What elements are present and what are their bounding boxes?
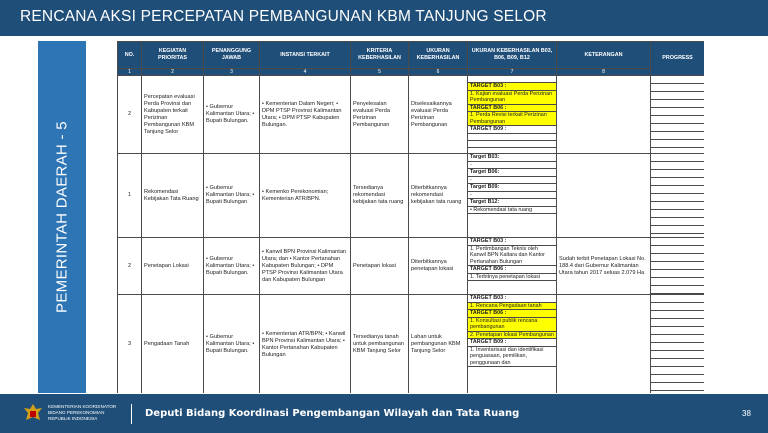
target-item: 1. Konsultasi publik rencana pembangunan	[468, 318, 556, 332]
progress-slot	[651, 202, 704, 210]
penanggung-jawab: • Gubernur Kalimantan Utara; • Bupati Bulungan	[204, 154, 260, 238]
target-item: 1. Rencana Pengadaan tanah	[468, 303, 556, 311]
garuda-logo-icon	[22, 402, 44, 426]
target-item: 2. Penetapan lokasi Pembangunan	[468, 332, 556, 340]
progress-slot	[651, 170, 704, 178]
target-list	[468, 154, 557, 238]
progress-slot	[651, 375, 704, 383]
kriteria-keberhasilan: Penetapan lokasi	[351, 238, 409, 295]
penanggung-jawab: • Gubernur Kalimantan Utara; • Bupati Bulungan.	[204, 295, 260, 394]
target-item	[468, 141, 556, 148]
target-item: Target B06:	[468, 169, 556, 177]
page-number: 38	[742, 409, 751, 418]
progress-slot	[651, 162, 704, 170]
keterangan	[557, 76, 651, 154]
kegiatan-prioritas: Pengadaan Tanah	[142, 295, 204, 394]
col-number: 2	[142, 69, 204, 76]
progress-slot	[651, 254, 704, 262]
progress-slot	[651, 278, 704, 286]
target-list	[468, 76, 557, 154]
col-number: 6	[409, 69, 468, 76]
target-item	[468, 76, 556, 83]
col-header: KRITERIA KEBERHASILAN	[351, 42, 409, 69]
title-bar	[0, 0, 768, 36]
row-number: 3	[118, 295, 142, 394]
col-number: 7	[468, 69, 557, 76]
progress-slot	[651, 238, 704, 246]
progress-cell	[651, 154, 705, 238]
progress-slot	[651, 92, 704, 100]
progress-slot	[651, 210, 704, 218]
target-item: Target B12:	[468, 199, 556, 207]
target-item: -	[468, 162, 556, 170]
target-item: TARGET B06 :	[468, 310, 556, 318]
progress-slot	[651, 154, 704, 162]
target-item: 1. Perda Revisi terkait Perizinan Pembangunan	[468, 112, 556, 126]
col-number: 3	[204, 69, 260, 76]
target-item: Target B03:	[468, 154, 556, 162]
progress-slot	[651, 262, 704, 270]
target-item	[468, 134, 556, 141]
progress-slot	[651, 186, 704, 194]
progress-slot	[651, 218, 704, 226]
footer-bar	[0, 394, 768, 433]
col-number: 5	[351, 69, 409, 76]
progress-slot	[651, 270, 704, 278]
instansi-terkait: • Kemenko Perekonomian; Kementerian ATR/BPN.	[260, 154, 351, 238]
side-band	[38, 41, 86, 393]
target-item: Target B09:	[468, 184, 556, 192]
table-row	[118, 238, 705, 295]
progress-slot	[651, 226, 704, 234]
instansi-terkait: • Kementerian Dalam Negeri; • DPM PTSP Provinsi Kalimantan Utara; • DPM PTSP Kabupaten Bulungan.	[260, 76, 351, 154]
action-plan-table-wrap	[117, 41, 704, 393]
progress-slot	[651, 303, 704, 311]
progress-slot	[651, 178, 704, 186]
table-row	[118, 76, 705, 154]
progress-cell	[651, 295, 705, 394]
progress-slot	[651, 108, 704, 116]
target-item: 1. Inventarisasi dan identifikasi penguasaan, pemilikan, penggunaan dan	[468, 347, 556, 368]
progress-slot	[651, 116, 704, 124]
col-header: KETERANGAN	[557, 42, 651, 69]
progress-slot	[651, 351, 704, 359]
ukuran-keberhasilan: Diterbitkannya penetapan lokasi	[409, 238, 468, 295]
table-row	[118, 295, 705, 394]
header-row	[118, 42, 705, 69]
target-item: TARGET B09 :	[468, 339, 556, 347]
progress-slot	[651, 295, 704, 303]
row-number: 1	[118, 154, 142, 238]
col-header-progress: PROGRESS	[651, 42, 705, 76]
progress-slot	[651, 132, 704, 140]
penanggung-jawab: • Gubernur Kalimantan Utara; • Bupati Bulungan.	[204, 238, 260, 295]
target-item: TARGET B03 :	[468, 295, 556, 303]
progress-slot	[651, 100, 704, 108]
ukuran-keberhasilan: Diterbitkannya rekomendasi kebijakan tata ruang	[409, 154, 468, 238]
row-number: 2	[118, 76, 142, 154]
progress-slot	[651, 335, 704, 343]
table-body	[118, 76, 705, 394]
column-number-row	[118, 69, 705, 76]
progress-cell	[651, 238, 705, 295]
progress-cell	[651, 76, 705, 154]
progress-slot	[651, 140, 704, 148]
progress-slot	[651, 76, 704, 84]
organization-name: KEMENTERIAN KOORDINATOR BIDANG PEREKONOMIAN REPUBLIK INDONESIA	[48, 404, 117, 421]
progress-slot	[651, 124, 704, 132]
keterangan	[557, 295, 651, 394]
col-header: UKURAN KEBERHASILAN B03, B06, B09, B12	[468, 42, 557, 69]
target-list	[468, 295, 557, 394]
action-plan-table	[117, 41, 704, 393]
target-item: TARGET B09 :	[468, 126, 556, 134]
instansi-terkait: • Kanwil BPN Provinsi Kalimantan Utara; dan • Kantor Pertanahan Kabupaten Bulungan; • DPM PTSP Provinsi Kalimantan Utara dan Kabupaten Bulungan	[260, 238, 351, 295]
ukuran-keberhasilan: Diselesaikannya evaluasi Perda Perizinan Pembangunan	[409, 76, 468, 154]
footer-divider	[131, 404, 132, 424]
progress-slot	[651, 319, 704, 327]
table-row	[118, 154, 705, 238]
side-label: PEMERINTAH DAERAH - 5	[53, 121, 71, 313]
target-item: -	[468, 192, 556, 200]
progress-slot	[651, 383, 704, 391]
target-item: 1. Terbitnya penetapan lokasi	[468, 274, 556, 282]
progress-slot	[651, 311, 704, 319]
target-list	[468, 238, 557, 295]
kegiatan-prioritas: Penetapan Lokasi	[142, 238, 204, 295]
col-header: NO.	[118, 42, 142, 69]
penanggung-jawab: • Gubernur Kalimantan Utara; • Bupati Bulungan.	[204, 76, 260, 154]
kriteria-keberhasilan: Tersedianya rekomendasi kebijakan tata ruang	[351, 154, 409, 238]
target-item: TARGET B06 :	[468, 266, 556, 274]
target-item: 1. Kajian evaluasi Perda Perizinan Pembangunan	[468, 91, 556, 105]
col-number: 4	[260, 69, 351, 76]
ukuran-keberhasilan: Lahan untuk pembangunan KBM Tanjung Selor	[409, 295, 468, 394]
kegiatan-prioritas: Percepatan evaluasi Perda Provinsi dan Kabupaten terkait Perizinan Pembangunan KBM Tanjung Selor	[142, 76, 204, 154]
target-item: -	[468, 177, 556, 185]
kriteria-keberhasilan: Penyelesaian evaluasi Perda Perizinan Pembangunan	[351, 76, 409, 154]
kegiatan-prioritas: Rekomendasi Kebijakan Tata Ruang	[142, 154, 204, 238]
target-item: • Rekomendasi tata ruang	[468, 207, 556, 215]
instansi-terkait: • Kementerian ATR/BPN; • Kanwil BPN Provinsi Kalimantan Utara; • Kantor Pertanahan Kabupaten Bulungan	[260, 295, 351, 394]
progress-slot	[651, 327, 704, 335]
row-number: 2	[118, 238, 142, 295]
keterangan: Sudah terbit Penetapan Lokasi No. 188.4 dari Gubernur Kalimantan Utara tahun 2017 seluas 2.079 Ha	[557, 238, 651, 295]
footer-text: Deputi Bidang Koordinasi Pengembangan Wilayah dan Tata Ruang	[145, 408, 520, 419]
kriteria-keberhasilan: Tersedianya tanah untuk pembangunan KBM Tanjung Selor	[351, 295, 409, 394]
progress-slot	[651, 84, 704, 92]
col-header: KEGIATAN PRIORITAS	[142, 42, 204, 69]
target-item: 1. Pertimbangan Teknis oleh Kanwil BPN Kaltara dan Kantor Pertanahan Bulungan	[468, 246, 556, 267]
col-header: UKURAN KEBERHASILAN	[409, 42, 468, 69]
slide-title: RENCANA AKSI PERCEPATAN PEMBANGUNAN KBM TANJUNG SELOR	[20, 8, 547, 25]
col-header: INSTANSI TERKAIT	[260, 42, 351, 69]
target-item: TARGET B06 :	[468, 105, 556, 113]
progress-slot	[651, 359, 704, 367]
keterangan	[557, 154, 651, 238]
progress-slot	[651, 246, 704, 254]
progress-slot	[651, 194, 704, 202]
progress-slot	[651, 286, 704, 294]
col-number: 1	[118, 69, 142, 76]
target-item: TARGET B03 :	[468, 83, 556, 91]
target-item: TARGET B03 :	[468, 238, 556, 246]
progress-slot	[651, 367, 704, 375]
col-number: 8	[557, 69, 651, 76]
col-header: PENANGGUNG JAWAB	[204, 42, 260, 69]
progress-slot	[651, 343, 704, 351]
